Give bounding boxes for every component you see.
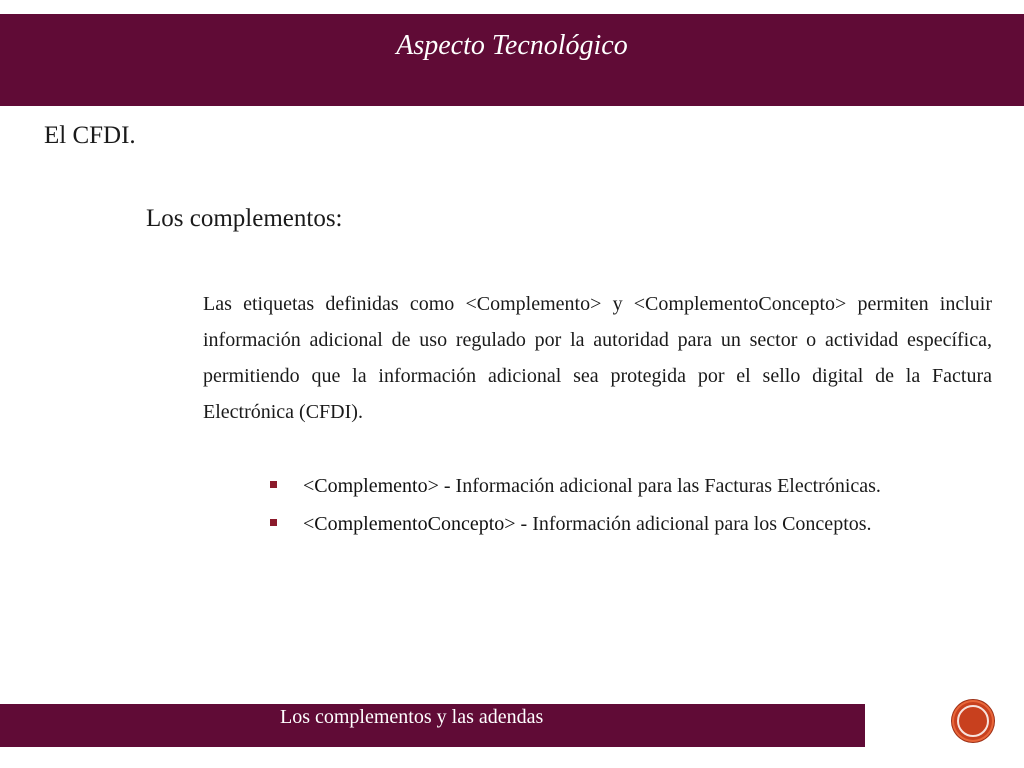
bullet-text: - Información adicional para los Conceptos.	[515, 513, 872, 535]
footer-title: Los complementos y las adendas	[280, 706, 544, 728]
bullet-tag: <Complemento>	[303, 475, 439, 497]
section-heading: El CFDI.	[44, 122, 136, 149]
circle-ring-icon	[957, 705, 989, 737]
bullet-text: - Información adicional para las Facturas Electrónicas.	[438, 475, 881, 497]
bullet-tag: <ComplementoConcepto>	[303, 513, 516, 535]
square-bullet-icon	[270, 519, 277, 526]
subsection-heading: Los complementos:	[146, 205, 343, 232]
body-paragraph: Las etiquetas definidas como <Complemento> y <ComplementoConcepto> permiten incluir información adicional de uso regulado por la autoridad para un sector o actividad específica, permitiendo que la información adicional sea protegida por el sello digital de la Factura Electrónica (CFDI).	[203, 293, 992, 423]
slide-title: Aspecto Tecnológico	[396, 30, 628, 61]
bullet-item	[270, 467, 1010, 505]
bullet-list	[270, 467, 1010, 543]
square-bullet-icon	[270, 481, 277, 488]
circle-ornament-icon	[952, 700, 994, 742]
bullet-item	[270, 505, 1010, 543]
